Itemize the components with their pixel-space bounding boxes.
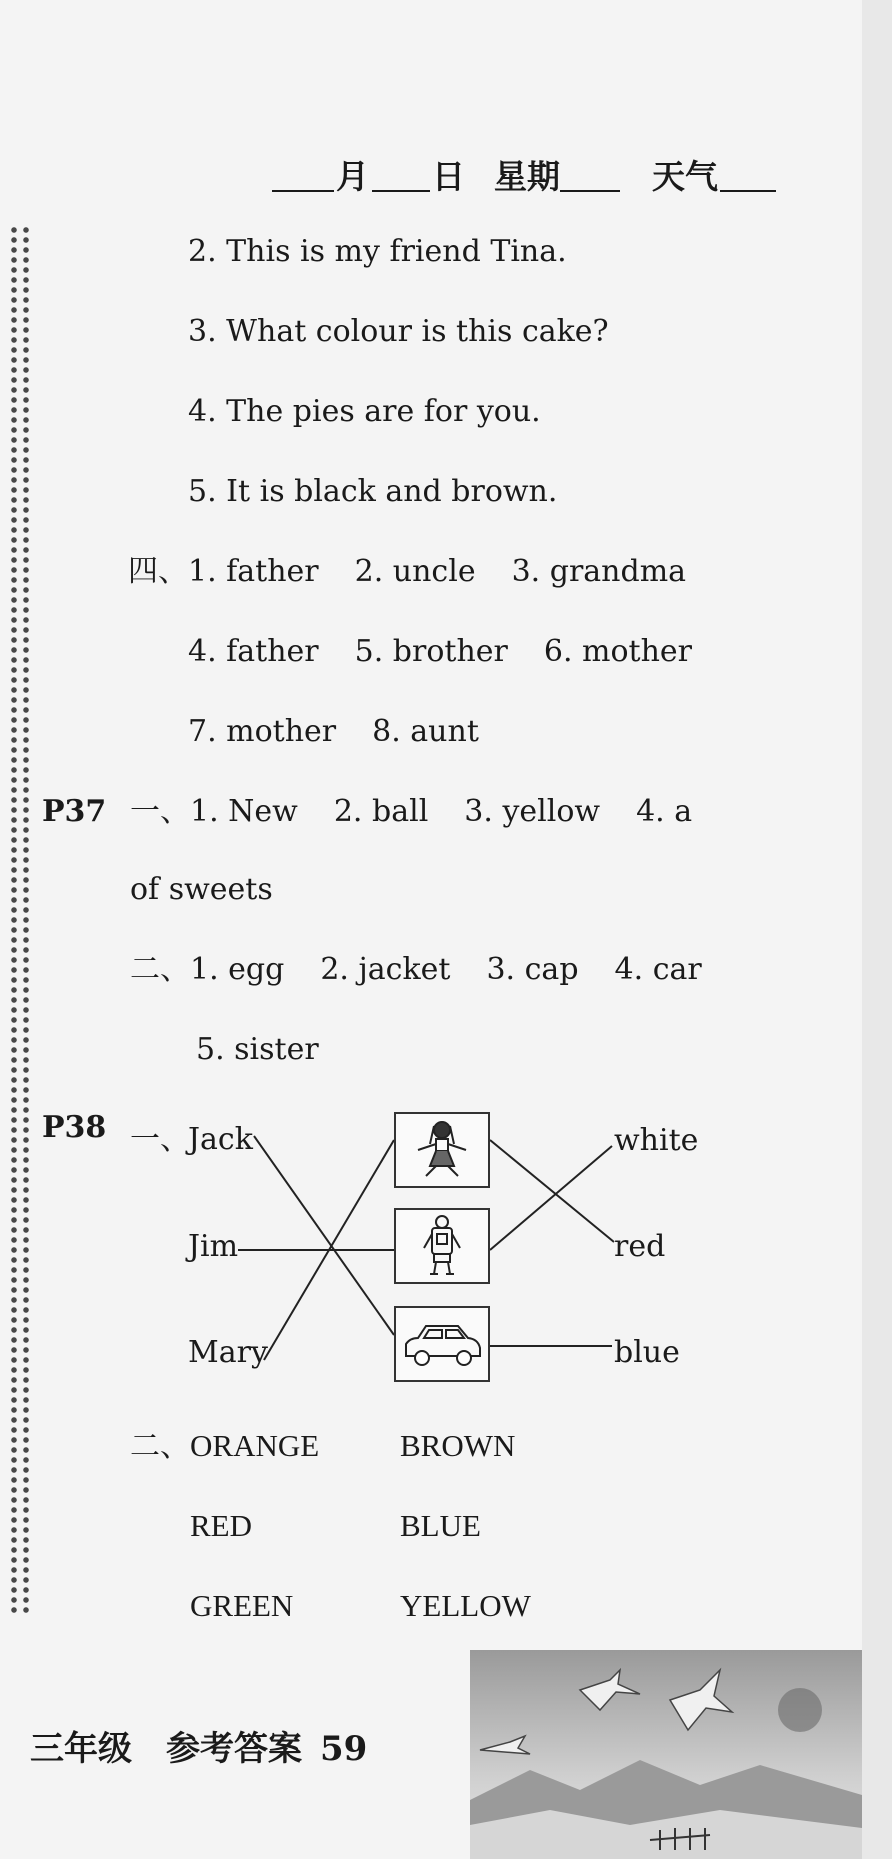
match-color-red: red xyxy=(614,1229,666,1264)
answer-line: 2. This is my friend Tina. xyxy=(188,234,567,269)
section-marker: 二、 xyxy=(130,952,190,987)
match-name-jack: Jack xyxy=(188,1122,253,1157)
answer-item: 1. father xyxy=(188,554,319,589)
picture-box xyxy=(394,1208,490,1284)
answer-item: 2. jacket xyxy=(320,952,451,987)
answer-item: 6. mother xyxy=(543,634,693,669)
line-doll-red xyxy=(490,1140,614,1242)
footer-title: 三年级 参考答案 xyxy=(30,1729,302,1769)
answer-item: 2. uncle xyxy=(354,554,476,589)
caps-word: BLUE xyxy=(400,1508,481,1543)
answer-item: 4. car xyxy=(614,952,702,987)
answer-item: 8. aunt xyxy=(372,714,479,749)
page-label-p37: P37 xyxy=(42,794,107,829)
answer-item: 5. brother xyxy=(354,634,508,669)
answer-item: 1. egg xyxy=(190,952,285,987)
match-color-white: white xyxy=(614,1123,699,1158)
page-label-p38: P38 xyxy=(42,1110,107,1145)
sun-icon xyxy=(778,1688,822,1732)
picture-box xyxy=(394,1112,490,1188)
answer-item: 7. mother xyxy=(188,714,337,749)
match-color-blue: blue xyxy=(614,1335,680,1370)
caps-word: YELLOW xyxy=(400,1588,531,1623)
section-marker: 四、 xyxy=(128,554,188,589)
match-name-mary: Mary xyxy=(188,1335,268,1370)
car-icon xyxy=(396,1308,488,1380)
footer xyxy=(30,1729,368,1769)
section-marker: 二、 xyxy=(130,1429,190,1464)
line-robot-white xyxy=(490,1146,612,1250)
header-weekday: 星期 xyxy=(494,157,560,196)
picture-box xyxy=(394,1306,490,1382)
answer-item: 4. a xyxy=(636,794,693,829)
section-marker: 一、 xyxy=(130,794,190,829)
match-name-jim: Jim xyxy=(188,1229,239,1264)
page-edge xyxy=(862,0,892,1859)
caps-word: GREEN xyxy=(190,1588,294,1623)
line-jack-car xyxy=(254,1136,394,1335)
answer-item: 2. ball xyxy=(333,794,429,829)
p37-row: of sweets xyxy=(130,872,273,907)
answer-line: 4. The pies are for you. xyxy=(188,394,541,429)
header-day: 日 xyxy=(432,157,465,196)
answer-item: 1. New xyxy=(190,794,298,829)
caps-word: ORANGE xyxy=(190,1428,320,1463)
header-month: 月 xyxy=(336,157,369,196)
landscape-illustration xyxy=(470,1650,862,1859)
doll-icon xyxy=(396,1114,488,1186)
section-marker: 一、 xyxy=(130,1122,190,1157)
robot-icon xyxy=(396,1210,488,1282)
answer-item: 3. grandma xyxy=(511,554,687,589)
answer-item: 3. yellow xyxy=(464,794,601,829)
answer-line: 3. What colour is this cake? xyxy=(188,314,609,349)
caps-word: RED xyxy=(190,1508,252,1543)
caps-word: BROWN xyxy=(400,1428,516,1463)
answer-line: 5. It is black and brown. xyxy=(188,474,558,509)
p37-row: 5. sister xyxy=(196,1032,319,1067)
answer-item: 3. cap xyxy=(486,952,579,987)
header-weather: 天气 xyxy=(652,157,718,196)
answer-item: 4. father xyxy=(188,634,319,669)
page-number: 59 xyxy=(320,1729,368,1769)
